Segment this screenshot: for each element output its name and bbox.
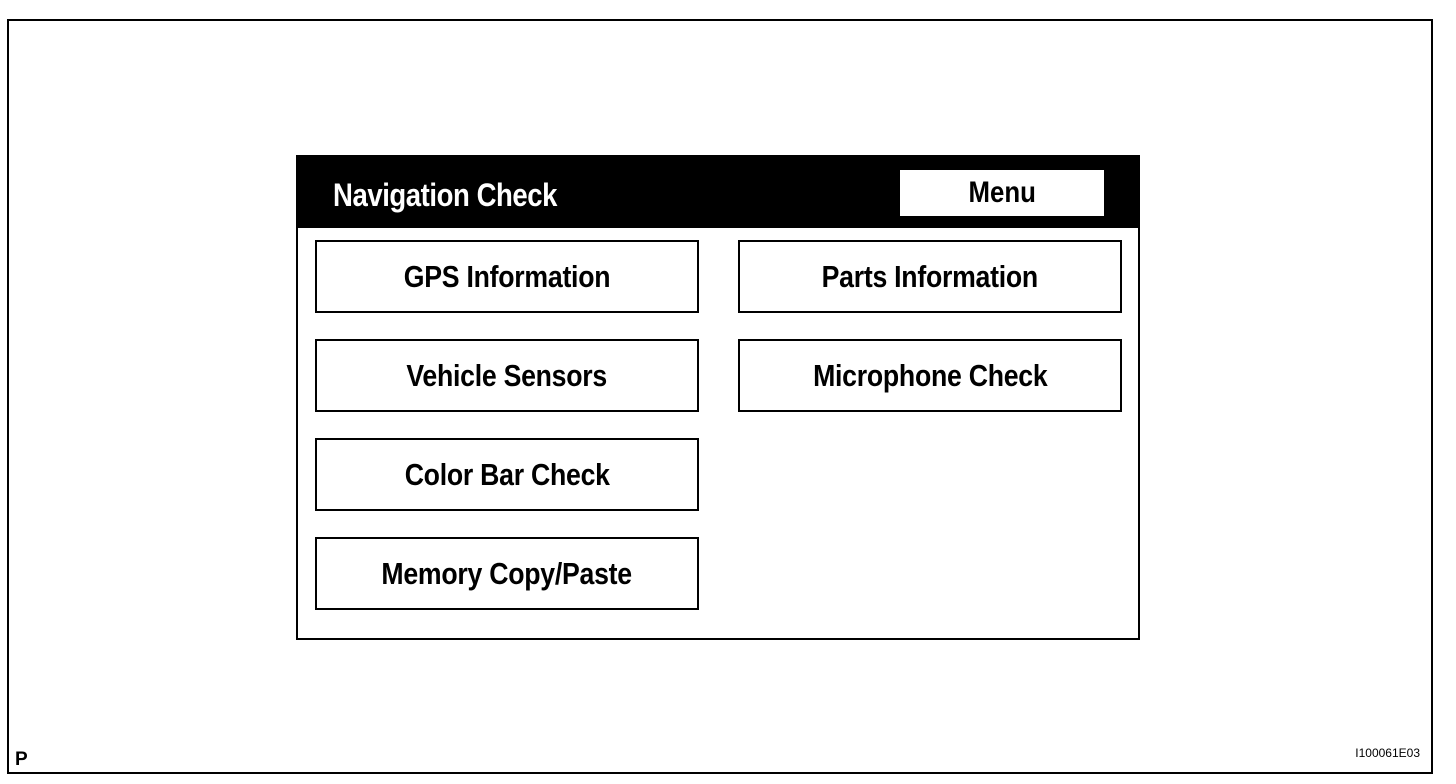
memory-copy-paste-label: Memory Copy/Paste [381, 555, 633, 591]
color-bar-check-button[interactable] [315, 438, 699, 511]
screen-title: Navigation Check [333, 177, 558, 213]
gps-information-label: GPS Information [403, 258, 611, 294]
figure-id: I100061E03 [1355, 746, 1420, 760]
memory-copy-paste-button[interactable] [315, 537, 699, 610]
menu-button-label: Menu [968, 176, 1036, 209]
navigation-check-screen [296, 155, 1140, 640]
color-bar-check-label: Color Bar Check [404, 456, 610, 492]
corner-label: P [15, 749, 28, 770]
parts-information-label: Parts Information [821, 258, 1039, 294]
parts-information-button[interactable] [738, 240, 1122, 313]
title-bar [298, 157, 1138, 228]
vehicle-sensors-button[interactable] [315, 339, 699, 412]
microphone-check-button[interactable] [738, 339, 1122, 412]
menu-button[interactable] [899, 169, 1105, 217]
gps-information-button[interactable] [315, 240, 699, 313]
microphone-check-label: Microphone Check [812, 357, 1048, 393]
vehicle-sensors-label: Vehicle Sensors [406, 357, 608, 393]
